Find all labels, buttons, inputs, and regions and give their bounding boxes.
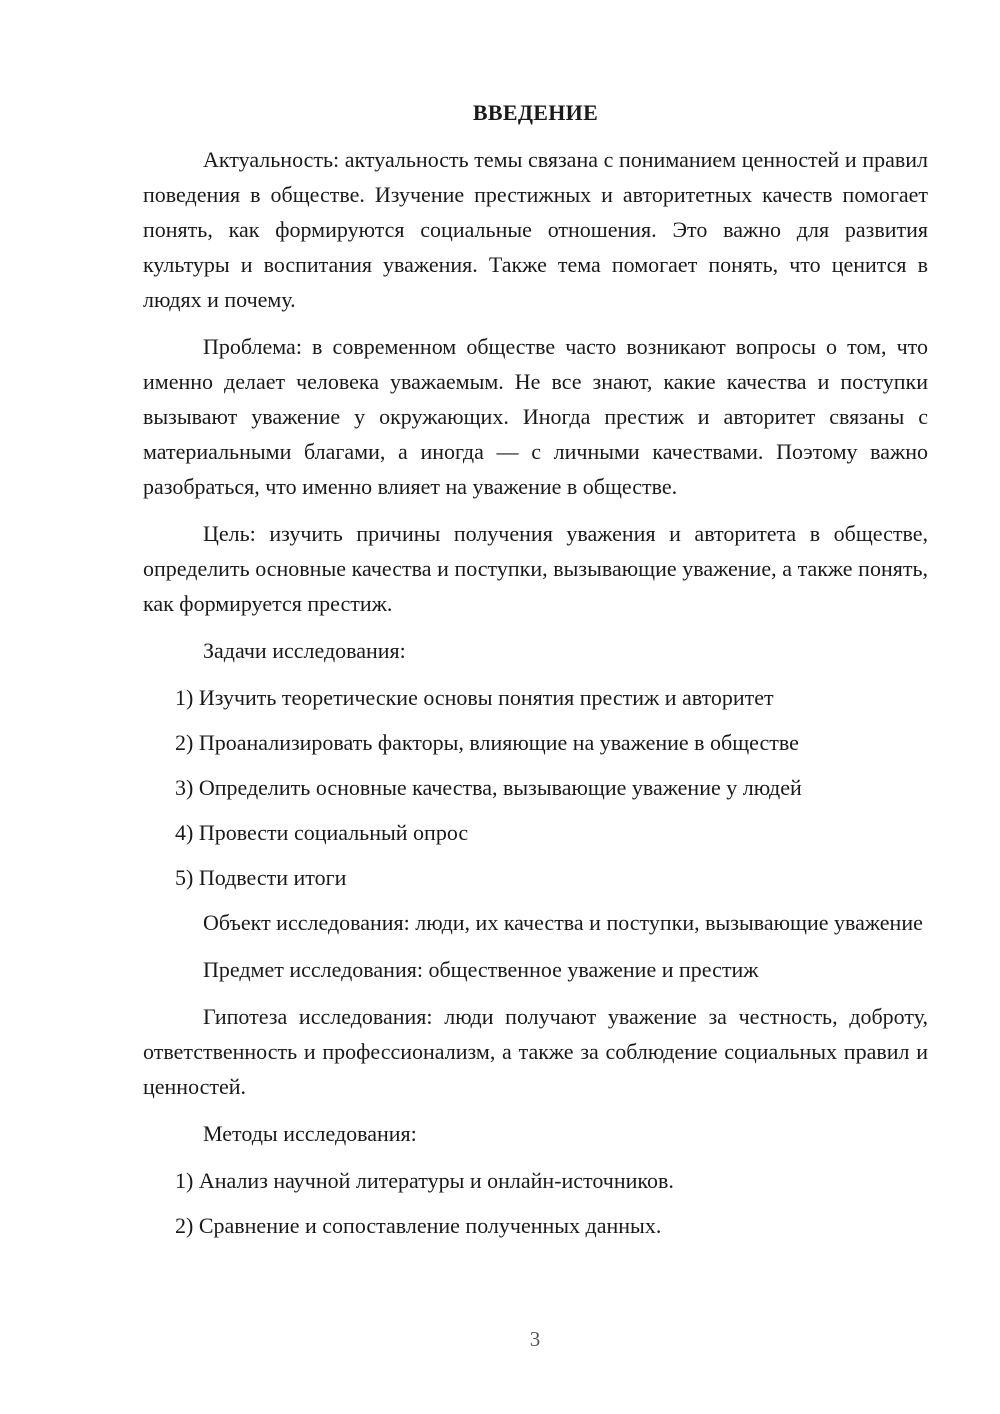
document-body: [143, 95, 928, 1253]
hypothesis-paragraph: Гипотеза исследования: люди получают уважение за честность, доброту, ответственность и профессионализм, а также за соблюдение социальных правил и ценностей.: [143, 1004, 928, 1099]
relevance-paragraph: Актуальность: актуальность темы связана с пониманием ценностей и правил поведения в обществе. Изучение престижных и авторитетных качеств помогает понять, как формируются социальные отношения. Это важно для развития культуры и воспитания уважения. Также тема помогает понять, что ценится в людях и почему.: [143, 147, 928, 312]
goal-paragraph: Цель: изучить причины получения уважения и авторитета в обществе, определить основные качества и поступки, вызывающие уважение, а также понять, как формируется престиж.: [143, 521, 928, 616]
problem-paragraph: Проблема: в современном обществе часто возникают вопросы о том, что именно делает человека уважаемым. Не все знают, какие качества и поступки вызывают уважение у окружающих. Иногда престиж и авторитет связаны с материальными благами, а иногда — с личными качествами. Поэтому важно разобраться, что именно влияет на уважение в обществе.: [143, 334, 928, 499]
methods-label: Методы исследования:: [203, 1121, 417, 1146]
tasks-label: Задачи исследования:: [203, 638, 406, 663]
task-item: 4) Провести социальный опрос: [175, 820, 469, 845]
method-item: 1) Анализ научной литературы и онлайн-источников.: [175, 1168, 674, 1193]
methods-list: [143, 1163, 928, 1243]
section-title: ВВЕДЕНИЕ: [472, 100, 599, 125]
subject-paragraph: Предмет исследования: общественное уважение и престиж: [203, 957, 759, 982]
task-item: 1) Изучить теоретические основы понятия престиж и авторитет: [175, 685, 774, 710]
tasks-list: [143, 680, 928, 895]
task-item: 2) Проанализировать факторы, влияющие на уважение в обществе: [175, 730, 799, 755]
task-item: 3) Определить основные качества, вызывающие уважение у людей: [175, 775, 802, 800]
task-item: 5) Подвести итоги: [175, 865, 347, 890]
page-number: 3: [529, 1327, 541, 1351]
object-paragraph: Объект исследования: люди, их качества и поступки, вызывающие уважение: [203, 910, 923, 935]
method-item: 2) Сравнение и сопоставление полученных данных.: [175, 1213, 662, 1238]
